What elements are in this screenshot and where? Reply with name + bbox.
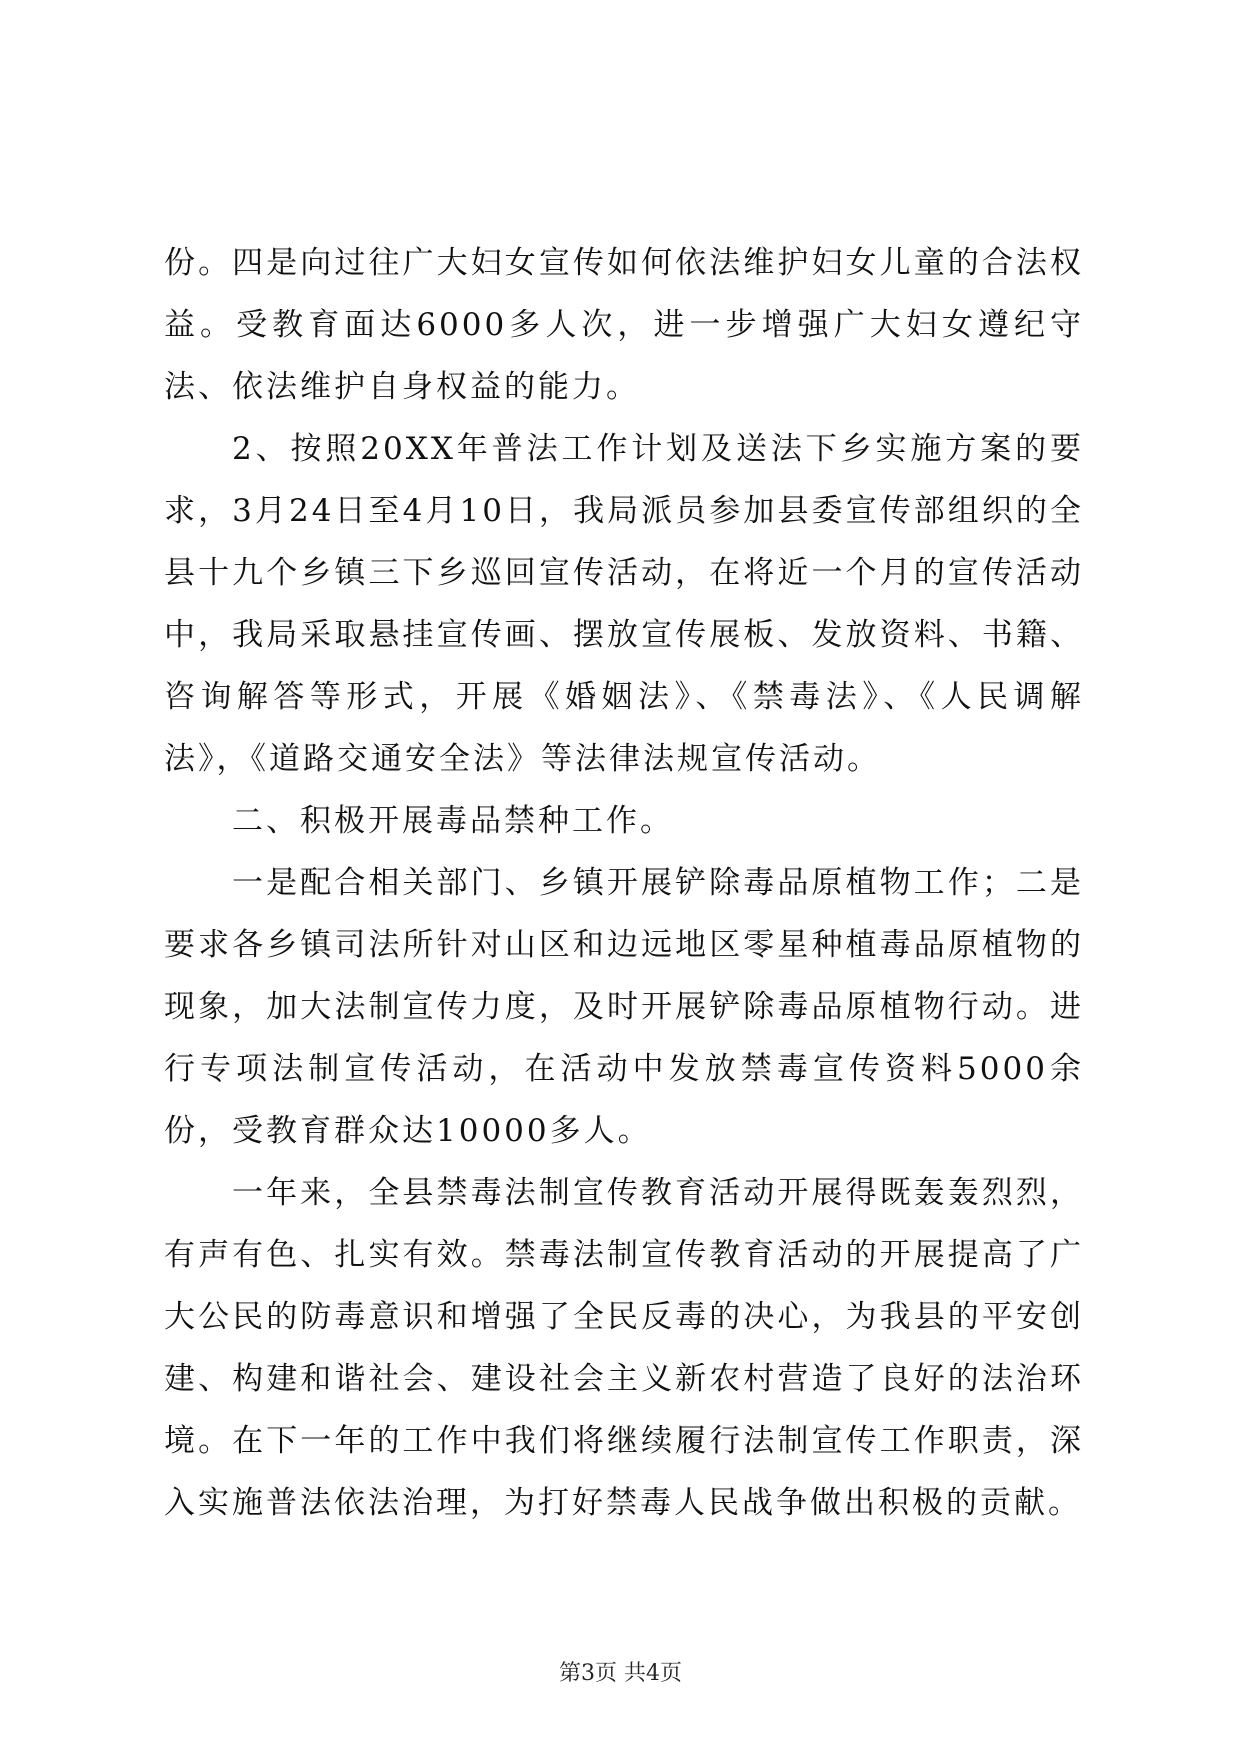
document-body [164,232,1084,1534]
paragraph-3: 一是配合相关部门、乡镇开展铲除毒品原植物工作；二是要求各乡镇司法所针对山区和边远地区零星种植毒品原植物的现象，加大法制宣传力度，及时开展铲除毒品原植物行动。进行专项法制宣传活动，在活动中发放禁毒宣传资料5000余份，受教育群众达10000多人。 [164,865,1084,1149]
page-footer [0,1660,1241,1688]
paragraph-2: 2、按照20XX年普法工作计划及送法下乡实施方案的要求，3月24日至4月10日，我局派员参加县委宣传部组织的全县十九个乡镇三下乡巡回宣传活动，在将近一个月的宣传活动中，我局采取悬挂宣传画、摆放宣传展板、发放资料、书籍、咨询解答等形式，开展《婚姻法》、《禁毒法》、《人民调解法》，《道路交通安全法》等法律法规宣传活动。 [164,431,1084,777]
paragraph-4: 一年来，全县禁毒法制宣传教育活动开展得既轰轰烈烈，有声有色、扎实有效。禁毒法制宣传教育活动的开展提高了广大公民的防毒意识和增强了全民反毒的决心，为我县的平安创建、构建和谐社会、建设社会主义新农村营造了良好的法治环境。在下一年的工作中我们将继续履行法制宣传工作职责，深入实施普法依法治理，为打好禁毒人民战争做出积极的贡献。 [164,1175,1084,1521]
section-heading: 二、积极开展毒品禁种工作。 [232,803,674,839]
page-number: 第3页 共4页 [559,1661,682,1686]
paragraph-1: 份。四是向过往广大妇女宣传如何依法维护妇女儿童的合法权益。受教育面达6000多人次，进一步增强广大妇女遵纪守法、依法维护自身权益的能力。 [164,245,1084,405]
